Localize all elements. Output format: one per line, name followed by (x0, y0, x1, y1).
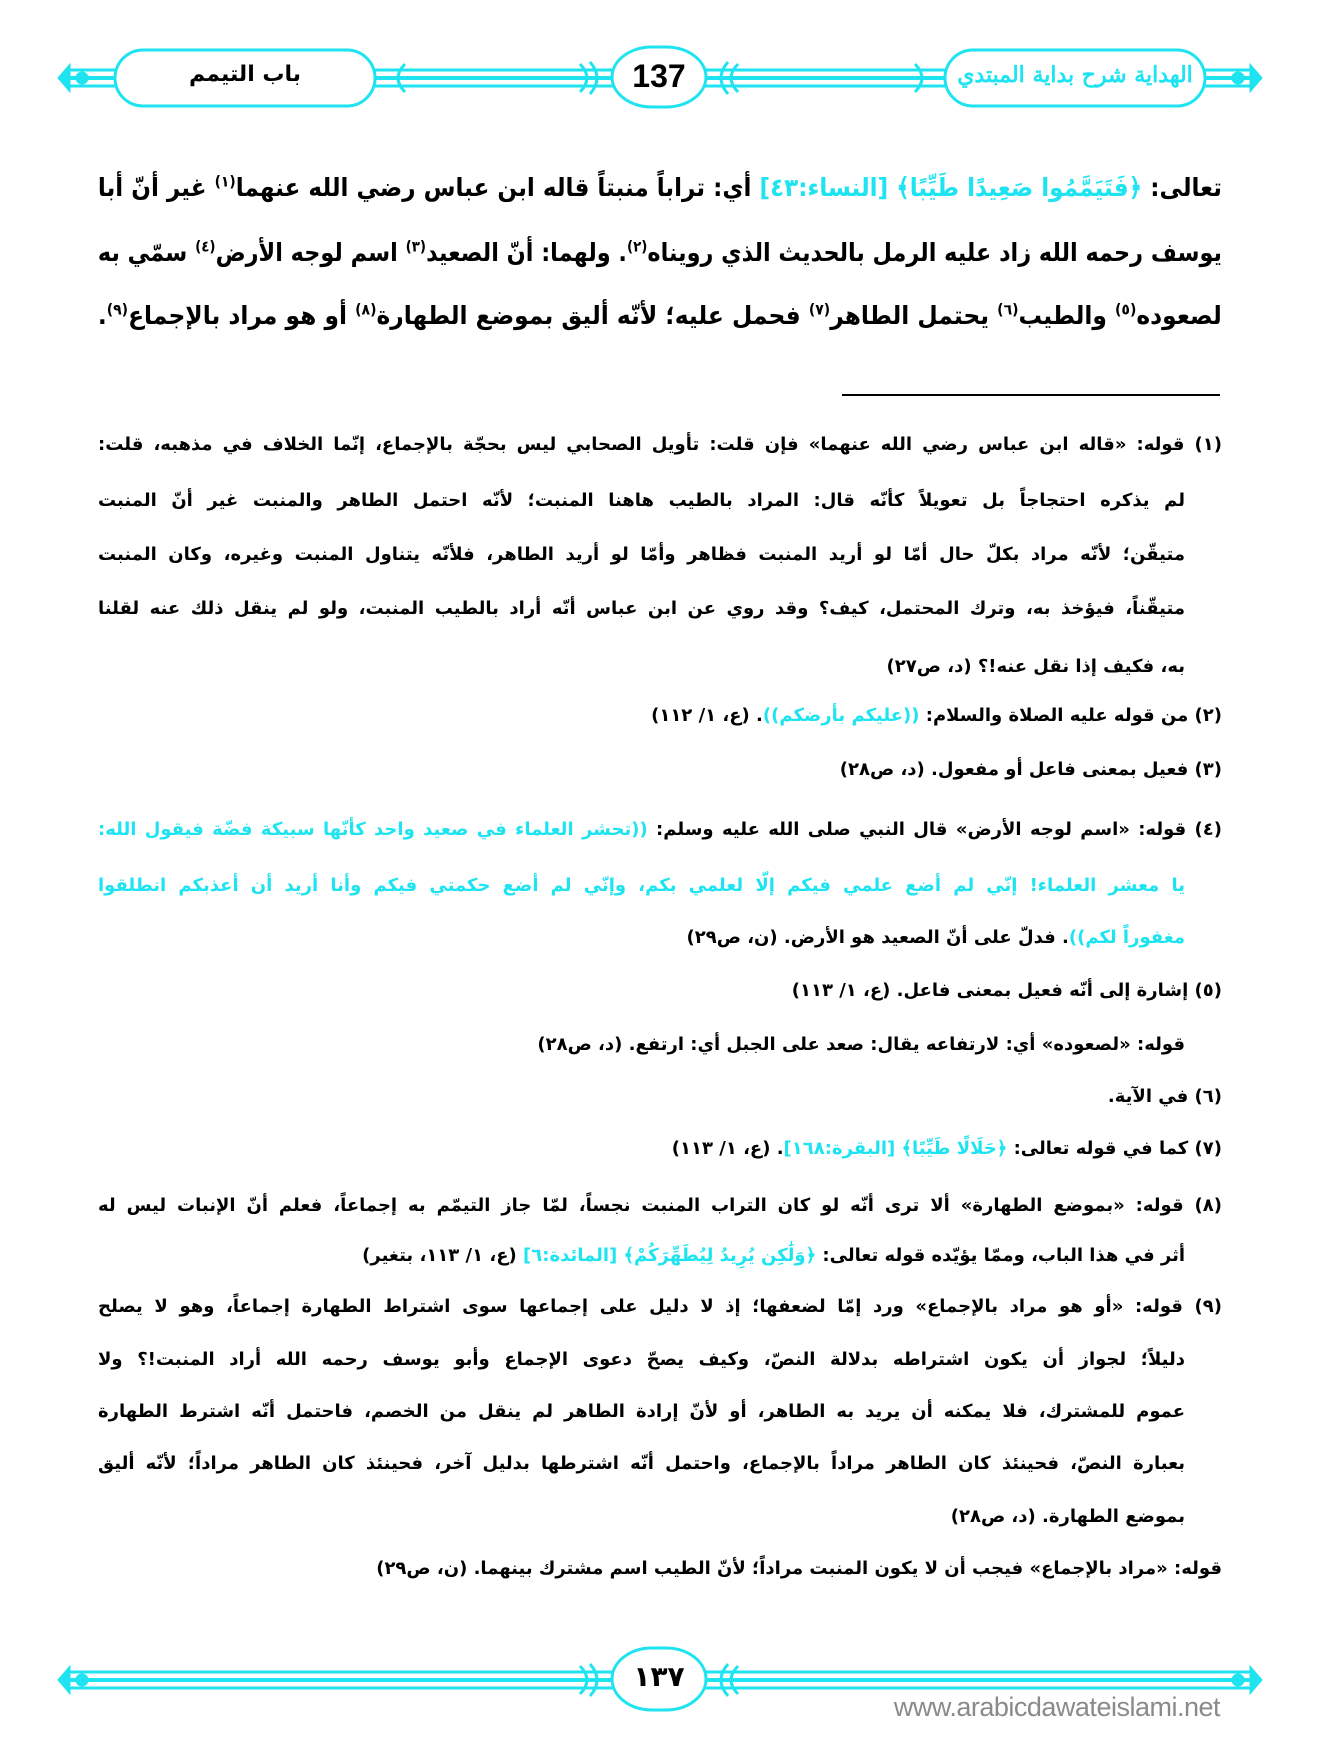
footnote-line (98, 430, 1222, 460)
text-segment: قوله: «مراد بالإجماع» فيجب أن لا يكون المنبت مراداً؛ لأنّ الطيب اسم مشترك بينهما. (ن، ص٢٩) (376, 1558, 1222, 1579)
quotation-text: ((تحشر العلماء في صعيد واحد كأنّها سبيكة فضّة فيقول الله: (98, 819, 648, 840)
body-line (98, 235, 1222, 271)
footnote-line (362, 1241, 1185, 1271)
footnote-line (98, 1449, 1185, 1479)
text-segment: بعبارة النصّ، فحينئذ كان الطاهر مراداً بالإجماع، واحتمل أنّه اشترطها بدليل آخر، فحينئذ كان الطاهر مراداً؛ لأنّه أليق (98, 1453, 1185, 1474)
text-segment: (١) قوله: «قاله ابن عباس رضي الله عنهما» فإن قلت: تأويل الصحابي ليس بحجّة بالإجماع، إنّما الخلاف في مذهبه، قلت: (98, 434, 1222, 455)
text-segment: بموضع الطهارة. (د، ص٢٨) (950, 1506, 1185, 1527)
text-segment: (٥) إشارة إلى أنّه فعيل بمعنى فاعل. (ع، ١/ ١١٣) (791, 980, 1222, 1001)
text-segment: غير أنّ أبا (98, 173, 215, 202)
text-segment: يحتمل الطاهر (830, 301, 998, 330)
footnote-separator (842, 394, 1220, 396)
page-number: 137 (632, 58, 686, 94)
text-segment: (٨) قوله: «بموضع الطهارة» ألا ترى أنّه لو كان التراب المنبت نجساً، لمّا جاز التيمّم به إجماعاً، فعلم أنّ الإنبات ليس له (98, 1195, 1222, 1216)
footnote-line (792, 976, 1222, 1006)
footnote-ref: (٩) (106, 300, 129, 319)
footnote-ref: (٨) (355, 300, 377, 319)
footnote-line (98, 486, 1185, 516)
footnote-line (98, 1191, 1222, 1221)
footnote-line (672, 1134, 1222, 1164)
footnote-line (98, 594, 1185, 624)
text-segment: (٤) قوله: «اسم لوجه الأرض» قال النبي صلى الله عليه وسلم: (647, 819, 1222, 840)
text-segment: أي: تراباً منبتاً قاله ابن عباس رضي الله عنهما (235, 173, 760, 202)
text-segment: . (ع، ١/ ١١٣) (671, 1138, 784, 1159)
footnote-line (687, 923, 1185, 953)
chapter-title: باب التيمم (188, 62, 302, 87)
book-title-logo: الهداية شرح بداية المبتدي (957, 62, 1193, 88)
text-segment: (٣) فعيل بمعنى فاعل أو مفعول. (د، ص٢٨) (839, 759, 1222, 780)
footnote-ref: (٦) (997, 300, 1019, 319)
text-segment: أو هو مراد بالإجماع (128, 301, 356, 330)
footnote-line (887, 652, 1185, 682)
body-line (98, 170, 1222, 206)
footnote-line (840, 755, 1222, 785)
text-segment: اسم لوجه الأرض (215, 238, 406, 267)
footnote-line (98, 871, 1185, 901)
text-segment: أثر في هذا الباب، وممّا يؤيّده قوله تعالى: (816, 1245, 1185, 1266)
text-segment: (٩) قوله: «أو هو مراد بالإجماع» ورد إمّا لضعفها؛ إذ لا دليل على إجماعها سوى اشتراط الطهارة إجماعاً، وهو لا يصلح (98, 1296, 1222, 1317)
text-segment: والطيب (1018, 301, 1116, 330)
website-url[interactable]: www.arabicdawateislami.net (893, 1692, 1220, 1722)
text-segment: متيقّناً، فيؤخذ به، وترك المحتمل، كيف؟ وقد روي عن ابن عباس أنّه أراد بالطيب المنبت، ولو لم ينقل ذلك عنه لقلنا (98, 598, 1185, 619)
footnote-line (98, 540, 1185, 570)
footnote-line (537, 1030, 1185, 1060)
text-segment: (٧) كما في قوله تعالى: (1007, 1138, 1222, 1159)
quotation-text: ((عليكم بأرضكم)) (762, 705, 920, 726)
text-segment: به، فكيف إذا نقل عنه!؟ (د، ص٢٧) (886, 656, 1185, 677)
text-segment: تعالى: (1142, 173, 1222, 202)
footnote-ref: (٢) (627, 237, 648, 256)
body-line (98, 298, 1222, 334)
text-segment: يوسف رحمه الله زاد عليه الرمل بالحديث الذي رويناه (647, 238, 1222, 267)
text-segment: (ع، ١/ ١١٣، بتغير) (362, 1245, 524, 1266)
footnote-line (98, 815, 1222, 845)
text-segment: . فدلّ على أنّ الصعيد هو الأرض. (ن، ص٢٩) (686, 927, 1069, 948)
footnote-line (376, 1554, 1222, 1584)
footnote-line (951, 1502, 1185, 1532)
footnote-ref: (٧) (809, 300, 831, 319)
footnote-ref: (٥) (1115, 300, 1137, 319)
footer-page-number: ١٣٧ (633, 1660, 685, 1693)
text-segment: لم يذكره احتجاجاً بل تعويلاً كأنّه قال: المراد بالطيب هاهنا المنبت؛ لأنّه احتمل الطاهر والمنبت غير أنّ المنبت (98, 490, 1185, 511)
footnote-line (1108, 1082, 1222, 1112)
footnote-line (651, 701, 1222, 731)
text-segment: . ولهما: أنّ الصعيد (426, 238, 628, 267)
quotation-text: ﴿فَتَيَمَّمُوا صَعِيدًا طَيِّبًا﴾ [النساء:٤٣] (759, 173, 1143, 202)
text-segment: . (ع، ١/ ١١٢) (651, 705, 763, 726)
page-header (0, 0, 1320, 130)
text-segment: متيقّن؛ لأنّه مراد بكلّ حال أمّا لو أريد المنبت فظاهر وأمّا لو أريد الطاهر، فلأنّه يتناول المنبت وغيره، وكان المنبت (98, 544, 1185, 565)
footnote-line (98, 1292, 1222, 1322)
footnote-ref: (٣) (405, 237, 427, 256)
quotation-text: ﴿وَلَٰكِن يُرِيدُ لِيُطَهِّرَكُمْ﴾ [المائدة:٦] (523, 1245, 817, 1266)
text-segment: عموم للمشترك، فلا يمكنه أن يريد به الطاهر، أو لأنّ إرادة الطاهر لم ينقل من الخصم، فاحتمل أنّه اشترط الطهارة (98, 1401, 1185, 1422)
text-segment: سمّي به (98, 238, 196, 267)
text-segment: . (98, 301, 107, 330)
text-segment: فحمل عليه؛ لأنّه أليق بموضع الطهارة (376, 301, 810, 330)
text-segment: دليلاً؛ لجواز أن يكون اشتراطه بدلالة النصّ، وكيف يصحّ دعوى الإجماع وأبو يوسف رحمه الله أراد المنبت!؟ ولا (98, 1349, 1185, 1370)
footnote-ref: (٤) (195, 237, 216, 256)
text-segment: (٢) من قوله عليه الصلاة والسلام: (919, 705, 1222, 726)
text-segment: لصعوده (1136, 301, 1222, 330)
footnote-ref: (١) (214, 172, 236, 191)
text-segment: (٦) في الآية. (1107, 1086, 1222, 1107)
text-segment: قوله: «لصعوده» أي: لارتفاعه يقال: صعد على الجبل أي: ارتفع. (د، ص٢٨) (537, 1034, 1185, 1055)
quotation-text: مغفوراً لكم)) (1068, 927, 1185, 948)
quotation-text: ﴿حَلَالًا طَيِّبًا﴾ [البقرة:١٦٨] (783, 1138, 1008, 1159)
footnote-line (98, 1397, 1185, 1427)
footnote-line (98, 1345, 1185, 1375)
quotation-text: يا معشر العلماء! إنّي لم أضع علمي فيكم إلّا لعلمي بكم، وإنّي لم أضع حكمتي فيكم وأنا أريد أن أعذبكم انطلقوا (98, 875, 1185, 896)
